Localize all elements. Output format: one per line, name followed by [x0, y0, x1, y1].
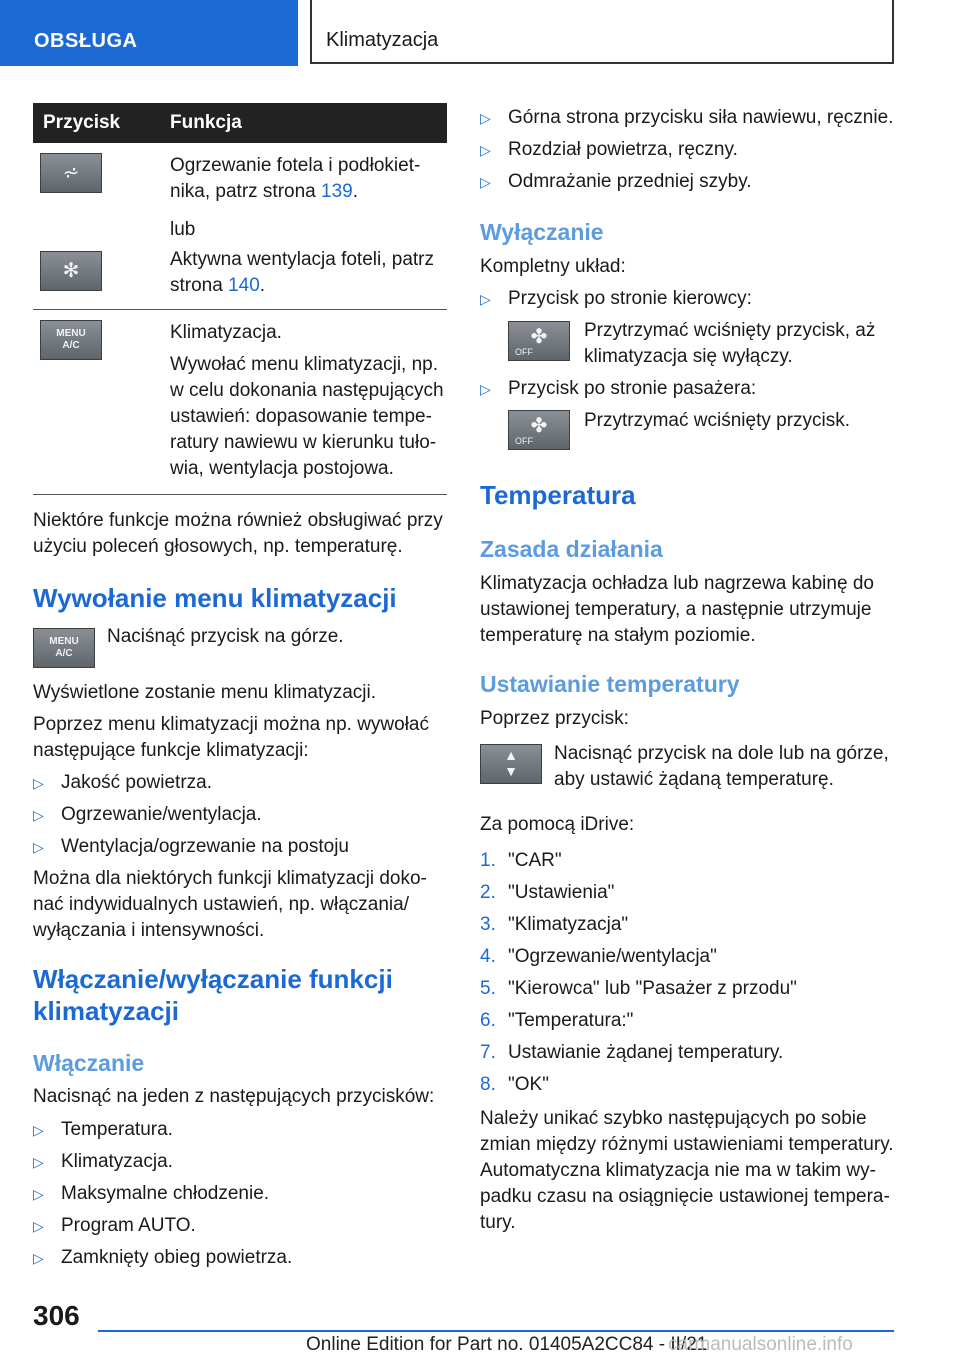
edition-note: Online Edition for Part no. 01405A2CC84 - II/21 — [306, 1334, 708, 1355]
table-row-text: Klimatyzacja. — [170, 322, 282, 343]
page-link[interactable]: 139 — [321, 181, 353, 202]
bullet-icon: ▷ — [480, 174, 491, 190]
menu-ac-button-icon: MENU A/C — [40, 320, 102, 360]
table-header-function: Funkcja — [166, 103, 447, 143]
heading-set-temperature: Ustawianie temperatury — [480, 671, 740, 697]
bullet-icon: ▷ — [480, 291, 491, 307]
heading-menu: Wywołanie menu klimatyzacji — [33, 583, 397, 613]
menu-ac-button-icon: MENU A/C — [33, 628, 95, 668]
section-tab — [0, 0, 298, 66]
page-link[interactable]: 140 — [228, 275, 260, 296]
chapter-title: Klimatyzacja — [326, 29, 439, 51]
bullet-icon: ▷ — [33, 1186, 44, 1202]
chapter-tab — [310, 0, 894, 64]
bullet-icon: ▷ — [480, 142, 491, 158]
fan-off-icon: ✤ OFF — [508, 410, 570, 450]
heading-switch-off: Wyłączanie — [480, 219, 604, 245]
or-label: lub — [170, 219, 196, 240]
page-number: 306 — [33, 1300, 80, 1331]
heading-principle: Zasada działania — [480, 536, 663, 562]
bullet-icon: ▷ — [480, 381, 491, 397]
table-header-button: Przycisk — [33, 103, 166, 143]
voice-note-line1: Niektóre funkcje można również obsługiwać przy — [33, 510, 443, 531]
section-title: OBSŁUGA — [34, 30, 138, 52]
heading-onoff: Włączanie/wyłączanie funkcji — [33, 964, 393, 994]
bullet-icon: ▷ — [33, 839, 44, 855]
page-header — [0, 0, 960, 66]
bullet-icon: ▷ — [33, 1218, 44, 1234]
function-table: Przycisk Funkcja ⩫ Ogrzewanie fotela i podłokiet- nika, patrz strona 139. lub ✻ Aktywna wentylacja foteli, patrz strona 140. MENU A/C Klimatyzacja. Wywołać menu klimatyzacji, np. w celu dokonania następujących ustawień: dopasowanie tempe- ratury nawiewu w kierunku tuło- wia, wentylacja postojowa. — [33, 103, 447, 495]
watermark: carmanualsonline.info — [668, 1334, 853, 1355]
table-row-text: Aktywna wentylacja foteli, patrz — [170, 249, 435, 270]
seat-ventilation-icon: ✻ — [40, 251, 102, 291]
bullet-icon: ▷ — [33, 1250, 44, 1266]
bullet-icon: ▷ — [33, 1122, 44, 1138]
bullet-icon: ▷ — [33, 1154, 44, 1170]
footer-divider — [98, 1330, 894, 1332]
voice-note-line2: użyciu poleceń głosowych, np. temperaturę. — [33, 536, 403, 557]
seat-heating-icon: ⩫ — [40, 153, 102, 193]
heading-temperature: Temperatura — [480, 480, 636, 510]
bullet-icon: ▷ — [33, 807, 44, 823]
heading-switch-on: Włączanie — [33, 1050, 145, 1076]
fan-off-icon: ✤ OFF — [508, 321, 570, 361]
bullet-icon: ▷ — [480, 110, 491, 126]
temperature-up-down-icon: ▲ ▼ — [480, 744, 542, 784]
bullet-icon: ▷ — [33, 775, 44, 791]
table-row-text: Ogrzewanie fotela i podłokiet- — [170, 155, 421, 176]
heading-onoff-cont: klimatyzacji — [33, 996, 179, 1026]
